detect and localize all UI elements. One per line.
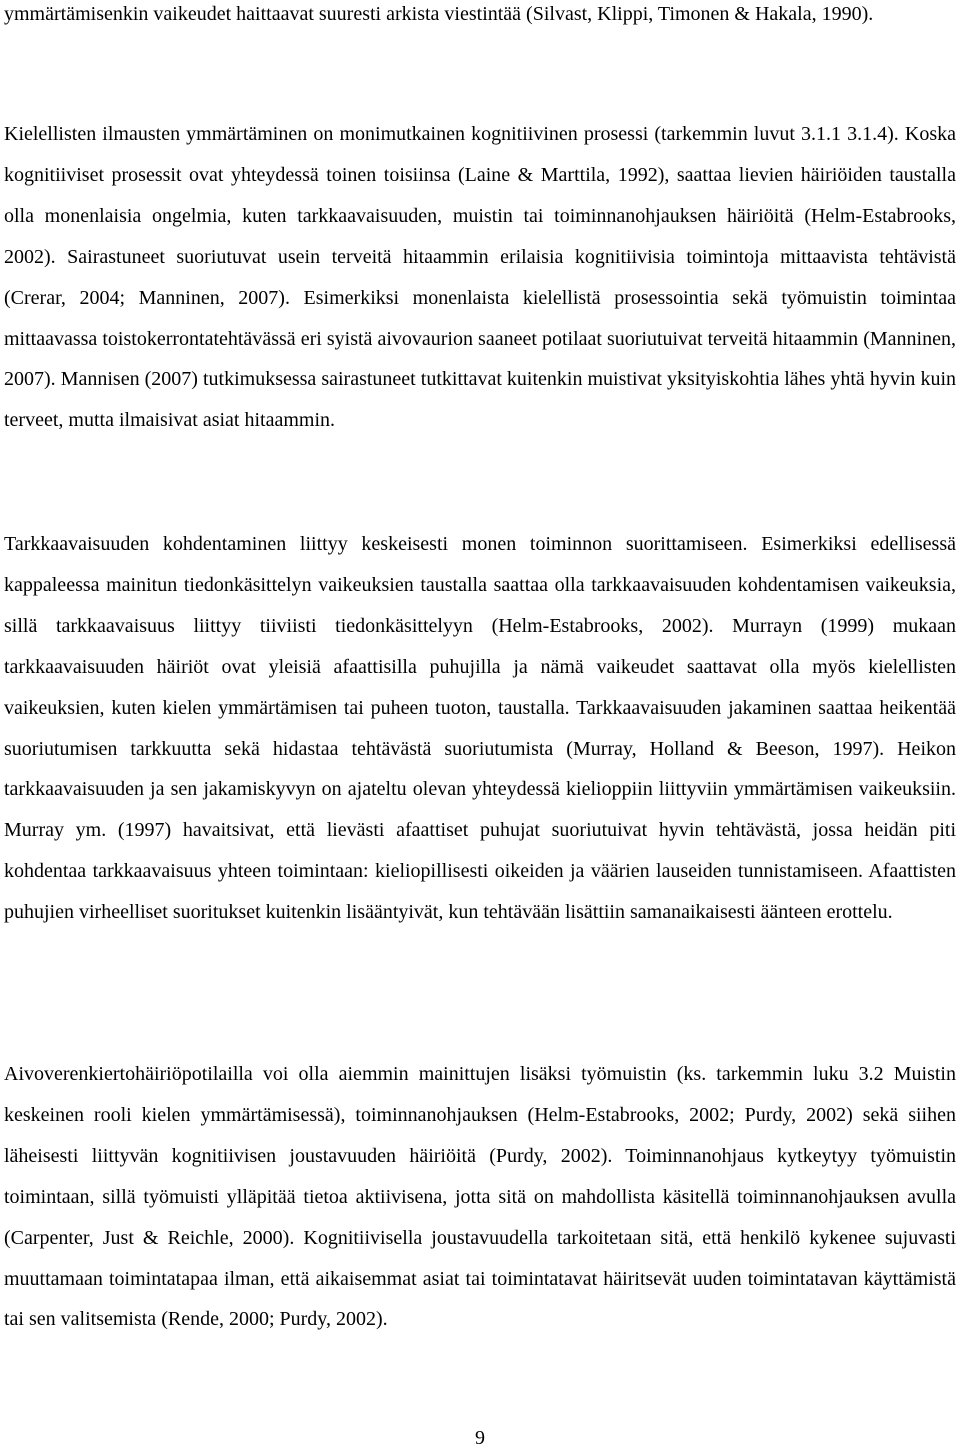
paragraph-2: Kielellisten ilmausten ymmärtäminen on monimutkainen kognitiivinen prosessi (tarkemmin luvut 3.1.1 3.1.4). Koska kognitiiviset prosessit ovat yhteydessä toinen toisiinsa (Laine & Marttila, 1992), saattaa lievien häiriöiden taustalla olla monenlaisia ongelmia, kuten tarkkaavaisuuden, muistin tai toiminnanohjauksen häiriöitä (Helm-Estabrooks, 2002). Sairastuneet suoriutuvat usein terveitä hitaammin erilaisia kognitiivisia toimintoja mittaavista tehtävistä (Crerar, 2004; Manninen, 2007). Esimerkiksi monenlaista kielellistä prosessointia sekä työmuistin toimintaa mittaavassa toistokerrontatehtävässä eri syistä aivovaurion saaneet potilaat suoriutuivat terveitä hitaammin (Manninen, 2007). Mannisen (2007) tutkimuksessa sairastuneet tutkittavat kuitenkin muistivat yksityiskohtia lähes yhtä hyvin kuin terveet, mutta ilmaisivat asiat hitaammin. <box>4 123 956 432</box>
paragraph-4: Aivoverenkiertohäiriöpotilailla voi olla aiemmin mainittujen lisäksi työmuistin (ks. tarkemmin luku 3.2 Muistin keskeinen rooli kielen ymmärtämisessä), toiminnanohjauksen (Helm-Estabrooks, 2002; Purdy, 2002) sekä siihen läheisesti liittyvän kognitiivisen joustavuuden häiriöitä (Purdy, 2002). Toiminnanohjaus kytkeytyy työmuistin toimintaan, sillä työmuisti ylläpitää tietoa aktiivisena, jotta sitä on mahdollista käsitellä toiminnanohjauksen avulla (Carpenter, Just & Reichle, 2000). Kognitiivisella joustavuudella tarkoitetaan sitä, että henkilö kykenee sujuvasti muuttamaan toimintatapaa ilman, että aikaisemmat asiat tai toimintatavat häiritsevät uuden toimintatavan käyttämistä tai sen valitsemista (Rende, 2000; Purdy, 2002). <box>4 1063 956 1331</box>
page-number: 9 <box>475 1427 485 1449</box>
paragraph-1: ymmärtämisenkin vaikeudet haittaavat suuresti arkista viestintää (Silvast, Klippi, Timonen & Hakala, 1990). <box>4 3 874 25</box>
paragraph-3: Tarkkaavaisuuden kohdentaminen liittyy keskeisesti monen toiminnon suorittamiseen. Esimerkiksi edellisessä kappaleessa mainitun tiedonkäsittelyn vaikeuksien taustalla saattaa olla tarkkaavaisuuden kohdentamisen vaikeuksia, sillä tarkkaavaisuus liittyy tiiviisti tiedonkäsittelyyn (Helm-Estabrooks, 2002). Murrayn (1999) mukaan tarkkaavaisuuden häiriöt ovat yleisiä afaattisilla puhujilla ja nämä vaikeudet saattavat olla myös kielellisten vaikeuksien, kuten kielen ymmärtämisen tai puheen tuoton, taustalla. Tarkkaavaisuuden jakaminen saattaa heikentää suoriutumisen tarkkuutta sekä hidastaa tehtävästä suoriutumista (Murray, Holland & Beeson, 1997). Heikon tarkkaavaisuuden ja sen jakamiskyvyn on ajateltu olevan yhteydessä kielioppiin liittyviin ymmärtämisen vaikeuksiin. Murray ym. (1997) havaitsivat, että lievästi afaattiset puhujat suoriutuivat hyvin tehtävästä, jossa heidän piti kohdentaa tarkkaavaisuus yhteen toimintaan: kieliopillisesti oikeiden ja väärien lauseiden tunnistamiseen. Afaattisten puhujien virheelliset suoritukset kuitenkin lisääntyivät, kun tehtävään lisättiin samanaikaisesti äänteen erottelu. <box>4 533 956 924</box>
